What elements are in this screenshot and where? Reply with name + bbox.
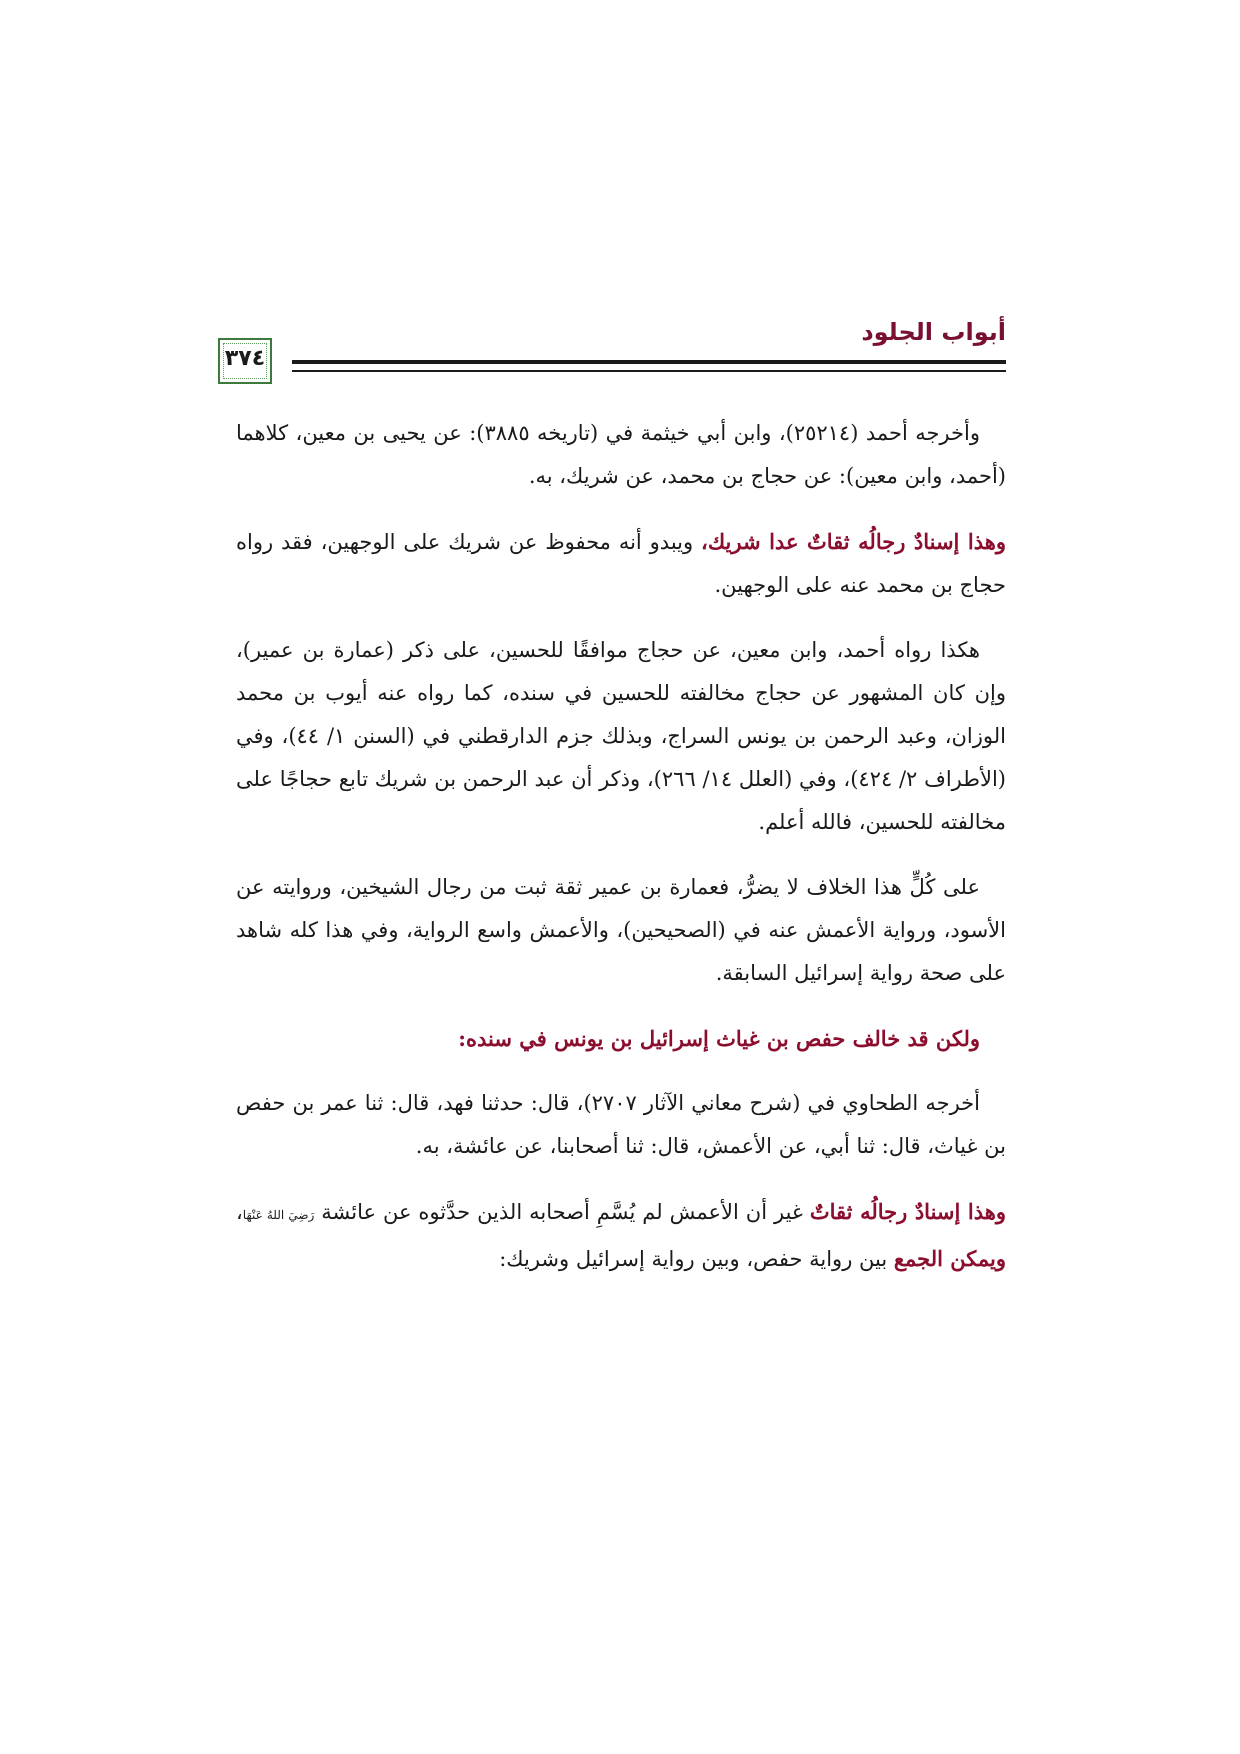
page-number: ٣٧٤ — [224, 346, 266, 371]
page-header — [236, 318, 1006, 388]
header-rule-thin — [292, 370, 1006, 372]
paragraph-4: على كُلٍّ هذا الخلاف لا يضرُّ، فعمارة بن عمير ثقة ثبت من رجال الشيخين، وروايته عن الأسود، ورواية الأعمش عنه في (الصحيحين)، والأعمش واسع الرواية، وفي هذا كله شاهد على صحة رواية إسرائيل السابقة. — [236, 875, 1006, 985]
honorific-symbol: رَضِيَ اللهُ عَنْهَا — [242, 1208, 315, 1222]
paragraph-2 — [236, 520, 1006, 607]
paragraph-2-text: ويبدو أنه محفوظ عن شريك على الوجهين، فقد رواه حجاج بن محمد عنه على الوجهين. — [236, 530, 1006, 597]
header-rule-thick — [292, 360, 1006, 364]
paragraph-6-text-a: غير أن الأعمش لم يُسَّمِ أصحابه الذين حدَّثوه عن عائشة — [314, 1200, 810, 1224]
paragraph-3: هكذا رواه أحمد، وابن معين، عن حجاج موافقًا للحسين، على ذكر (عمارة بن عمير)، وإن كان المشهور عن حجاج مخالفته للحسين في سنده، كما رواه عنه أيوب بن محمد الوزان، وعبد الرحمن بن يونس السراج، وبذلك جزم الدارقطني في (السنن ١/ ٤٤)، وفي (الأطراف ٢/ ٤٢٤)، وفي (العلل ١٤/ ٢٦٦)، وذكر أن عبد الرحمن بن شريك تابع حجاجًا على مخالفته للحسين، فالله أعلم. — [236, 638, 1006, 834]
paragraph-1: وأخرجه أحمد (٢٥٢١٤)، وابن أبي خيثمة في (تاريخه ٣٨٨٥): عن يحيى بن معين، كلاهما (أحمد، وابن معين): عن حجاج بن محمد، عن شريك، به. — [236, 421, 1006, 488]
highlight-jam: ويمكن الجمع — [893, 1246, 1006, 1271]
chapter-title: أبواب الجلود — [861, 318, 1006, 346]
section-subheading: ولكن قد خالف حفص بن غياث إسرائيل بن يونس في سنده: — [458, 1026, 980, 1051]
paragraph-6 — [236, 1190, 1006, 1281]
paragraph-5: أخرجه الطحاوي في (شرح معاني الآثار ٢٧٠٧)، قال: حدثنا فهد، قال: ثنا عمر بن حفص بن غياث، قال: ثنا أبي، عن الأعمش، قال: ثنا أصحابنا، عن عائشة، به. — [236, 1091, 1006, 1158]
highlight-isnad-1: وهذا إسنادٌ رجالُه ثقاتٌ عدا شريك، — [701, 529, 1006, 554]
page-number-frame — [218, 338, 272, 384]
paragraph-6-text-b: بين رواية حفص، وبين رواية إسرائيل وشريك: — [499, 1247, 894, 1271]
paragraph-6-sep: ، — [236, 1200, 243, 1224]
main-text — [236, 412, 1006, 1303]
highlight-isnad-2: وهذا إسنادٌ رجالُه ثقاتٌ — [809, 1199, 1007, 1224]
